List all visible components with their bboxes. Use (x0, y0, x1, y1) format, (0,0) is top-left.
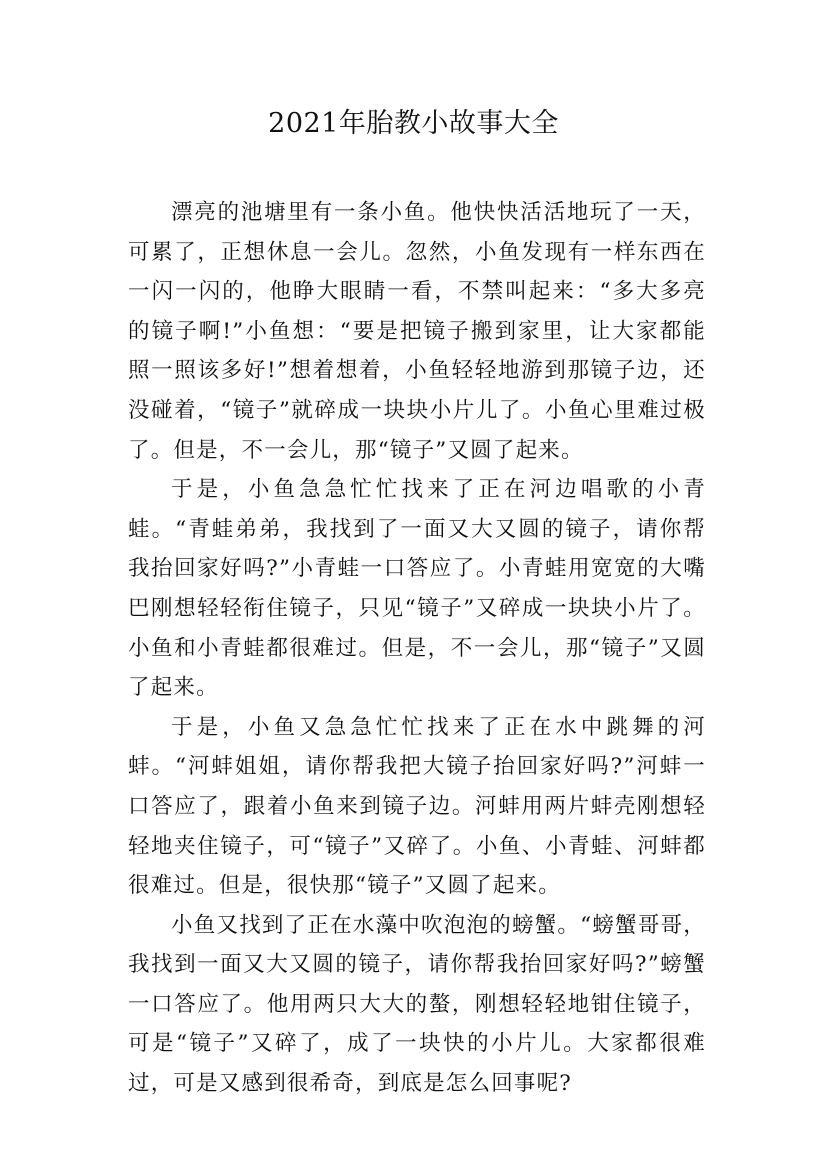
story-paragraph: 于是，小鱼又急急忙忙找来了正在水中跳舞的河蚌。“河蚌姐姐，请你帮我把大镜子抬回家好吗?”河蚌一口答应了，跟着小鱼来到镜子边。河蚌用两片蚌壳刚想轻轻地夹住镜子，可“镜子”又碎了。小鱼、小青蛙、河蚌都很难过。但是，很快那“镜子”又圆了起来。 (128, 714, 706, 899)
story-paragraph: 漂亮的池塘里有一条小鱼。他快快活活地玩了一天，可累了，正想休息一会儿。忽然，小鱼发现有一样东西在一闪一闪的，他睁大眼睛一看，不禁叫起来：“多大多亮的镜子啊!”小鱼想：“要是把镜子搬到家里，让大家都能照一照该多好!”想着想着，小鱼轻轻地游到那镜子边，还没碰着，“镜子”就碎成一块块小片儿了。小鱼心里难过极了。但是，不一会儿，那“镜子”又圆了起来。 (128, 200, 706, 463)
story-body (128, 193, 706, 1104)
story-paragraph: 于是，小鱼急急忙忙找来了正在河边唱歌的小青蛙。“青蛙弟弟，我找到了一面又大又圆的镜子，请你帮我抬回家好吗?”小青蛙一口答应了。小青蛙用宽宽的大嘴巴刚想轻轻衔住镜子，只见“镜子”又碎成一块块小片了。小鱼和小青蛙都很难过。但是，不一会儿，那“镜子”又圆了起来。 (128, 477, 706, 701)
document-title: 2021年胎教小故事大全 (268, 108, 559, 139)
story-paragraph: 小鱼又找到了正在水藻中吹泡泡的螃蟹。“螃蟹哥哥，我找到一面又大又圆的镜子，请你帮我抬回家好吗?”螃蟹一口答应了。他用两只大大的螯，刚想轻轻地钳住镜子，可是“镜子”又碎了，成了一块快的小片儿。大家都很难过，可是又感到很希奇，到底是怎么回事呢? (128, 912, 706, 1097)
